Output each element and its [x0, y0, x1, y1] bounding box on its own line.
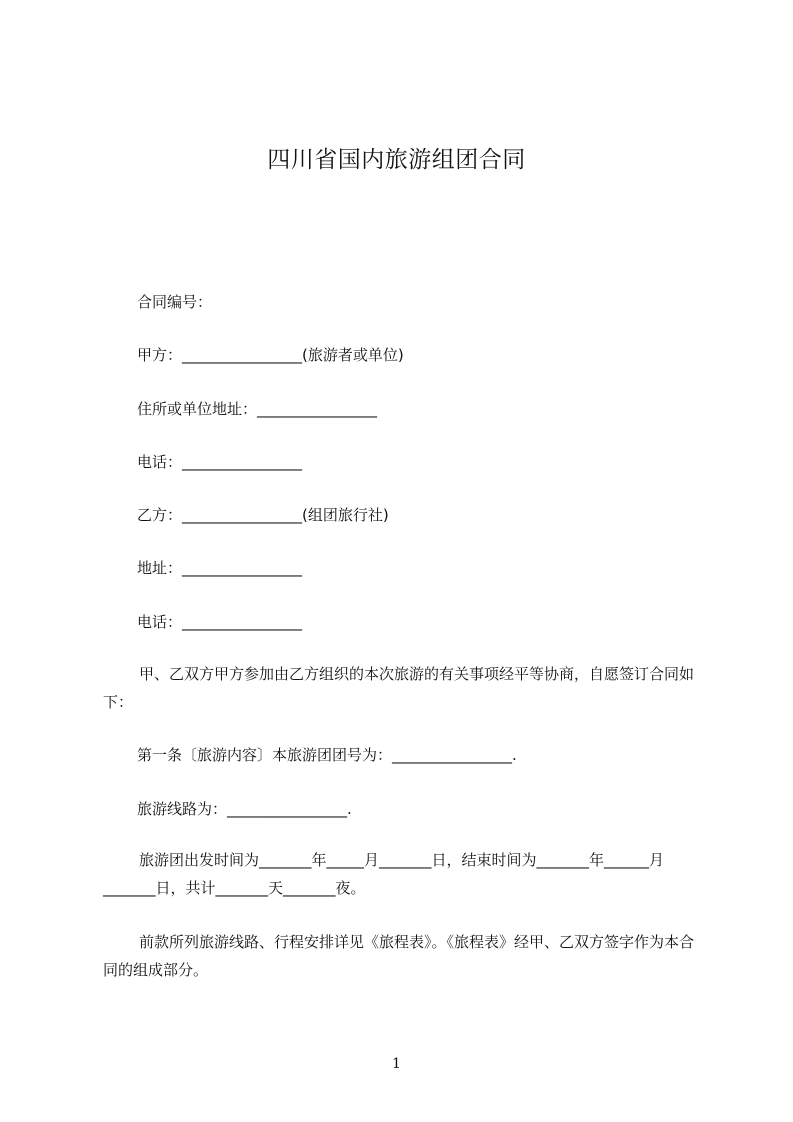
page-number: 1	[392, 1056, 401, 1072]
party-a-field: 甲方：________________(旅游者或单位)	[137, 346, 404, 364]
document-title: 四川省国内旅游组团合同	[267, 147, 526, 173]
article-1-line: 第一条〔旅游内容〕本旅游团团号为：________________.	[137, 746, 517, 764]
schedule-paragraph: 旅游团出发时间为_______年_____月_______日，结束时间为_______年______月_______日，共计_______天_______夜。	[103, 851, 665, 897]
party-b-address-field: 地址：________________	[137, 559, 303, 577]
party-a-address-field: 住所或单位地址：________________	[137, 400, 378, 418]
route-line: 旅游线路为：________________.	[137, 800, 352, 818]
contract-number-field: 合同编号：	[137, 293, 213, 311]
intro-paragraph: 甲、乙双方甲方参加由乙方组织的本次旅游的有关事项经平等协商，自愿签订合同如下：	[103, 665, 695, 711]
party-a-phone-field: 电话：________________	[137, 453, 303, 471]
party-b-phone-field: 电话：________________	[137, 613, 303, 631]
party-b-field: 乙方：________________(组团旅行社)	[137, 506, 389, 524]
itinerary-paragraph: 前款所列旅游线路、行程安排详见《旅程表》。《旅程表》经甲、乙双方签字作为本合同的组成部分。	[103, 933, 695, 979]
